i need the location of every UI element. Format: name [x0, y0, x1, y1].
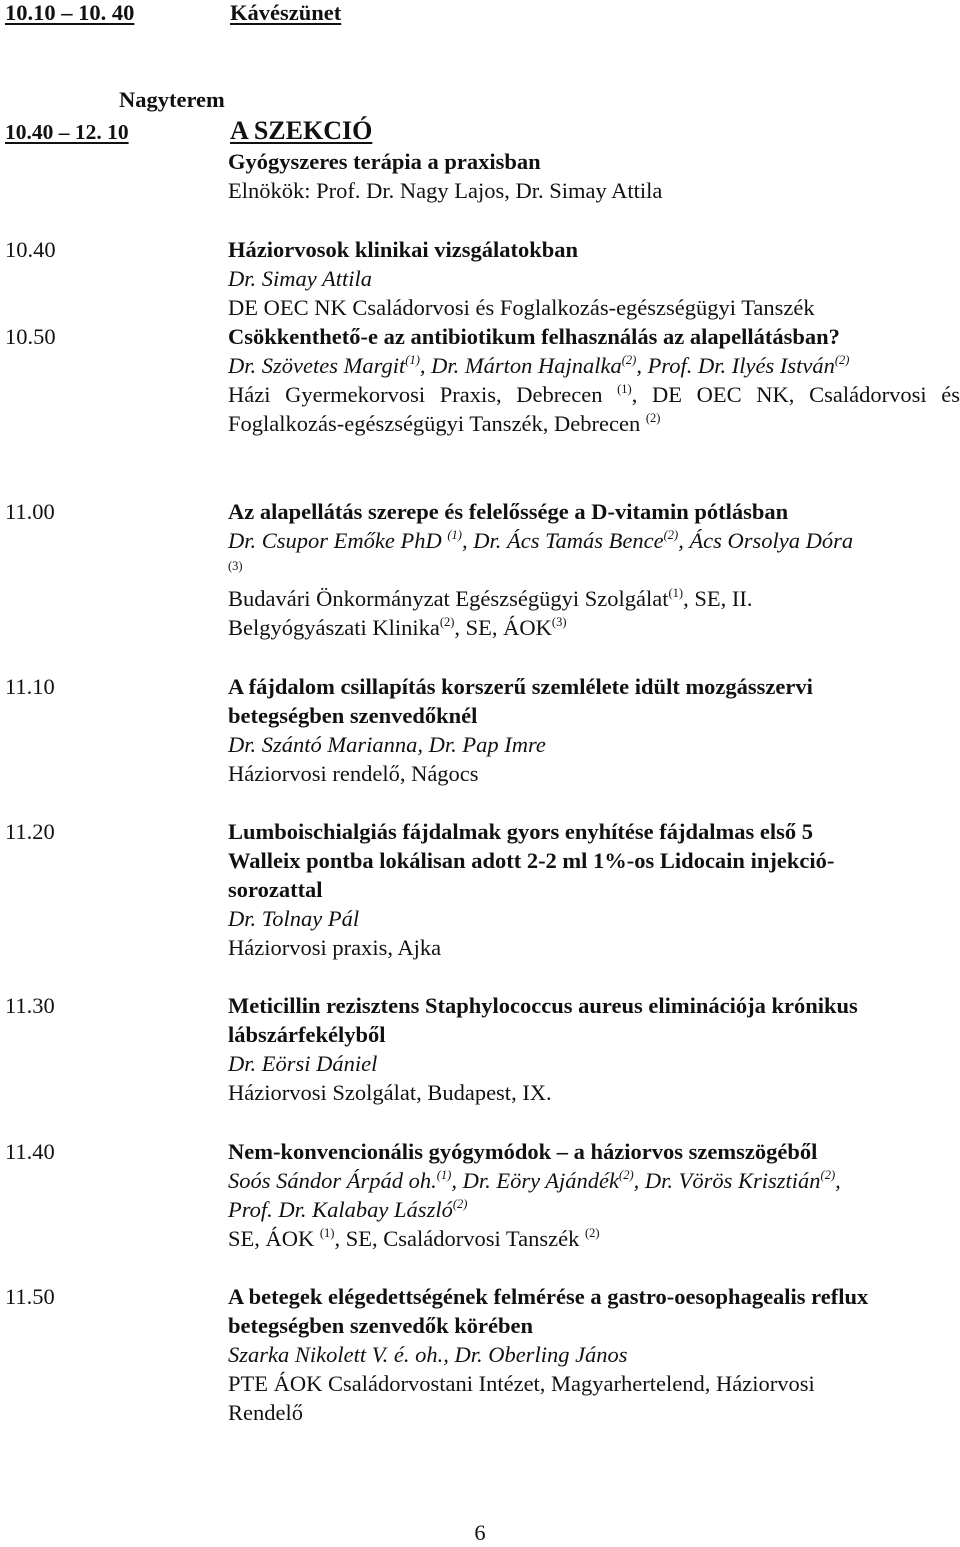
talk-title-line: betegségben szenvedők körében — [228, 1313, 533, 1338]
coffee-break-label: Kávészünet — [230, 0, 342, 25]
coffee-break-time: 10.10 – 10. 40 — [5, 0, 135, 25]
talk-title-line: A fájdalom csillapítás korszerű szemlélete idült mozgásszervi — [228, 674, 813, 699]
talk-title: Az alapellátás szerepe és felelőssége a D-vitamin pótlásban — [228, 499, 789, 524]
talk-title-line: Lumboischialgiás fájdalmak gyors enyhítése fájdalmas első 5 — [228, 819, 814, 844]
talk-time: 11.50 — [5, 1284, 55, 1309]
talk-title-line: sorozattal — [228, 877, 323, 902]
talk-authors-cont: Prof. Dr. Kalabay László$^{(2)}$ — [228, 1197, 468, 1222]
talk-authors: Szarka Nikolett V. é. oh., Dr. Oberling János — [228, 1342, 628, 1367]
page-number: 6 — [474, 1520, 486, 1545]
talk-title: Háziorvosok klinikai vizsgálatokban — [228, 237, 579, 262]
talk-block — [228, 322, 960, 438]
talk-time: 10.40 — [5, 237, 56, 262]
talk-affiliation-cont: Foglalkozás-egészségügyi Tanszék, Debrecen $^{(2)}$ — [228, 411, 661, 436]
session-chairs: Elnökök: Prof. Dr. Nagy Lajos, Dr. Simay Attila — [228, 178, 663, 203]
talk-block — [228, 235, 960, 322]
talk-authors-sup: (3) — [228, 559, 243, 573]
talk-affiliation: Házi Gyermekorvosi Praxis, Debrecen $^{(1)}$, DE OEC NK, Családorvosi és — [228, 382, 960, 407]
talk-affiliation: Háziorvosi rendelő, Nágocs — [228, 761, 479, 786]
session-time: 10.40 – 12. 10 — [5, 120, 129, 144]
talk-block — [228, 497, 960, 642]
talk-time: 11.40 — [5, 1139, 55, 1164]
talk-authors: Dr. Eörsi Dániel — [228, 1051, 378, 1076]
talk-title-line: Meticillin rezisztens Staphylococcus aureus eliminációja krónikus — [228, 993, 858, 1018]
talk-authors: Soós Sándor Árpád oh.$^{(1)}$, Dr. Eöry Ajándék$^{(2)}$, Dr. Vörös Krisztián$^{(2)}$, — [228, 1168, 841, 1193]
talk-time: 11.00 — [5, 499, 55, 524]
talk-time: 11.30 — [5, 993, 55, 1018]
talk-title: Nem-konvencionális gyógymódok – a háziorvos szemszögéből — [228, 1139, 818, 1164]
talk-time: 11.20 — [5, 819, 55, 844]
talk-affiliation: SE, ÁOK $^{(1)}$, SE, Családorvosi Tanszék $^{(2)}$ — [228, 1226, 600, 1251]
session-title: A SZEKCIÓ — [230, 116, 373, 145]
talk-block — [228, 672, 960, 788]
talk-time: 10.50 — [5, 324, 56, 349]
talk-affiliation: Háziorvosi Szolgálat, Budapest, IX. — [228, 1080, 552, 1105]
talk-affiliation-line: Rendelő — [228, 1400, 303, 1425]
talk-block — [228, 1137, 960, 1253]
talk-block — [228, 1282, 960, 1427]
talk-time: 11.10 — [5, 674, 55, 699]
talk-affiliation: Budavári Önkormányzat Egészségügyi Szolgálat$^{(1)}$, SE, II. — [228, 586, 753, 611]
talk-title-line: Walleix pontba lokálisan adott 2-2 ml 1%-os Lidocain injekció- — [228, 848, 835, 873]
talk-affiliation: DE OEC NK Családorvosi és Foglalkozás-egészségügyi Tanszék — [228, 295, 815, 320]
talk-title: Csökkenthető-e az antibiotikum felhasználás az alapellátásban? — [228, 324, 840, 349]
talk-authors: Dr. Csupor Emőke PhD $^{(1)}$, Dr. Ács Tamás Bence$^{(2)}$, Ács Orsolya Dóra — [228, 528, 854, 553]
talk-authors: Dr. Szántó Marianna, Dr. Pap Imre — [228, 732, 546, 757]
talk-block — [228, 817, 960, 962]
talk-authors: Dr. Szövetes Margit$^{(1)}$, Dr. Márton Hajnalka$^{(2)}$, Prof. Dr. Ilyés István$^{(2)}$ — [228, 353, 850, 378]
talk-title-line: lábszárfekélyből — [228, 1022, 386, 1047]
talk-affiliation-cont: Belgyógyászati Klinika$^{(2)}$, SE, ÁOK$^{(3)}$ — [228, 615, 567, 640]
talk-authors: Dr. Tolnay Pál — [228, 906, 360, 931]
talk-title-line: A betegek elégedettségének felmérése a gastro-oesophagealis reflux — [228, 1284, 869, 1309]
talk-block — [228, 991, 960, 1107]
session-subtitle: Gyógyszeres terápia a praxisban — [228, 149, 541, 174]
talk-affiliation-line: PTE ÁOK Családorvostani Intézet, Magyarhertelend, Háziorvosi — [228, 1371, 815, 1396]
talk-authors: Dr. Simay Attila — [228, 266, 372, 291]
room-name: Nagyterem — [119, 87, 225, 112]
talk-title-line: betegségben szenvedőknél — [228, 703, 478, 728]
talk-affiliation: Háziorvosi praxis, Ajka — [228, 935, 442, 960]
